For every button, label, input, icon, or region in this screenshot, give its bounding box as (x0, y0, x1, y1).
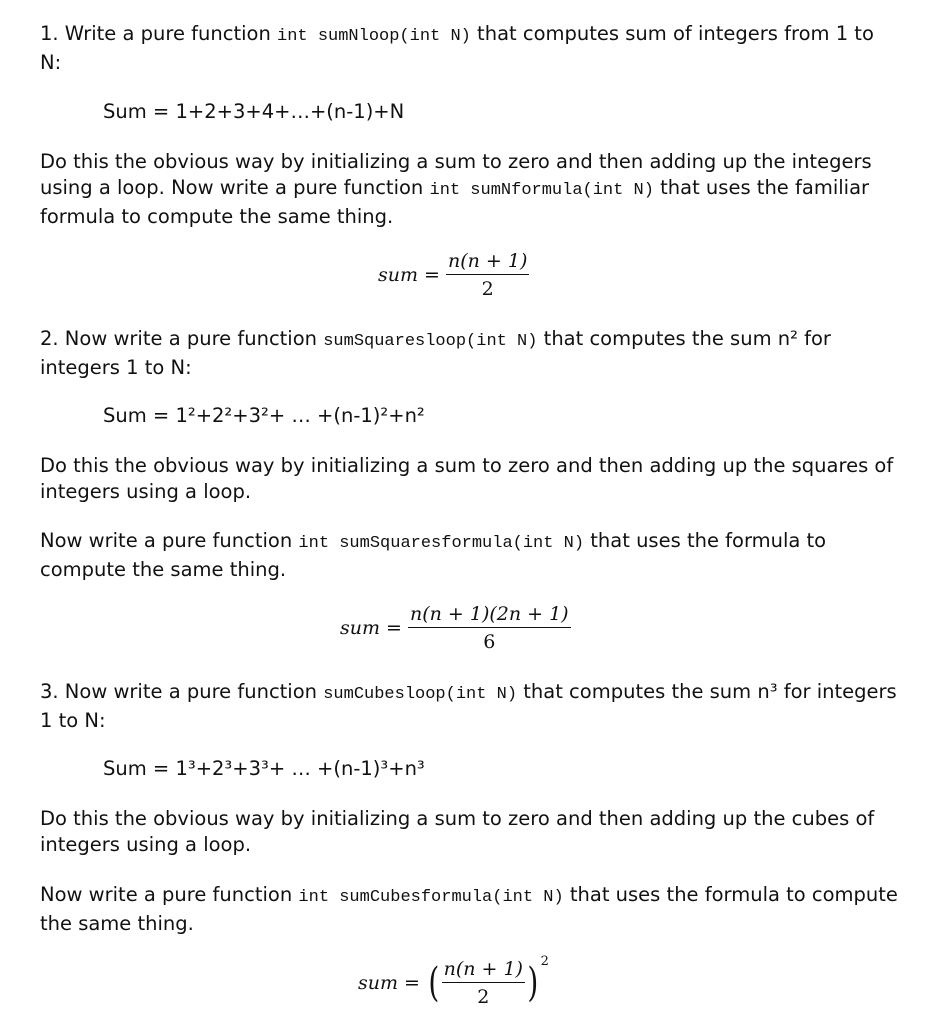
q1-intro-code: int sumNloop(int N) (277, 27, 471, 46)
q2-formula-instruction: Now write a pure function int sumSquaresformula(int N) that uses the formula to compute the same thing. (40, 529, 827, 581)
q1-formula (378, 250, 529, 300)
q3-formula-close-paren: ) (527, 960, 539, 1006)
q3-formula-open-paren: ( (428, 960, 440, 1006)
q2-now-code: int sumSquaresformula(int N) (298, 534, 585, 553)
q1-formula-lhs: sum = (378, 264, 440, 286)
q1-formula-fraction (446, 250, 529, 300)
q2-formula-numerator: n(n + 1)(2n + 1) (408, 603, 571, 628)
q1-desc-code: int sumNformula(int N) (429, 181, 654, 200)
q3-series: Sum = 1³+2³+3³+ … +(n-1)³+n³ (103, 757, 425, 780)
q3-intro-code: sumCubesloop(int N) (323, 685, 518, 704)
q2-intro-code: sumSquaresloop(int N) (323, 332, 538, 351)
q3-formula-numerator: n(n + 1) (442, 958, 525, 983)
q3-formula-instruction: Now write a pure function int sumCubesformula(int N) that uses the formula to compute the same thing. (40, 883, 898, 935)
q3-now-code: int sumCubesformula(int N) (298, 888, 564, 907)
q3-formula-lhs: sum = (358, 972, 420, 994)
q3-formula-fraction (442, 958, 525, 1008)
q3-intro: 3. Now write a pure function sumCubesloop(int N) that computes the sum n³ for integers 1 to N: (40, 680, 897, 732)
q1-formula-denominator: 2 (481, 278, 494, 300)
q2-description: Do this the obvious way by initializing a sum to zero and then adding up the squares of integers using a loop. (40, 454, 894, 503)
q2-formula (340, 603, 571, 653)
q3-formula (358, 954, 549, 1008)
q1-series: Sum = 1+2+3+4+…+(n-1)+N (103, 100, 405, 123)
q2-formula-denominator: 6 (483, 631, 496, 653)
q1-formula-numerator: n(n + 1) (446, 250, 529, 275)
q3-formula-exponent: 2 (540, 954, 549, 969)
q2-formula-lhs: sum = (340, 617, 402, 639)
q1-description: Do this the obvious way by initializing a sum to zero and then adding up the integers using a loop. Now write a pure function int sumNformula(int N) that uses the familiar formula to compute the same thing. (40, 150, 872, 228)
q3-description: Do this the obvious way by initializing a sum to zero and then adding up the cubes of integers using a loop. (40, 807, 875, 856)
q3-formula-denominator: 2 (477, 986, 490, 1008)
q2-formula-fraction (408, 603, 571, 653)
q1-intro: 1. Write a pure function int sumNloop(int N) that computes sum of integers from 1 to N: (40, 22, 874, 74)
q2-series: Sum = 1²+2²+3²+ … +(n-1)²+n² (103, 404, 425, 427)
q2-intro: 2. Now write a pure function sumSquaresloop(int N) that computes the sum n² for integers 1 to N: (40, 327, 831, 379)
